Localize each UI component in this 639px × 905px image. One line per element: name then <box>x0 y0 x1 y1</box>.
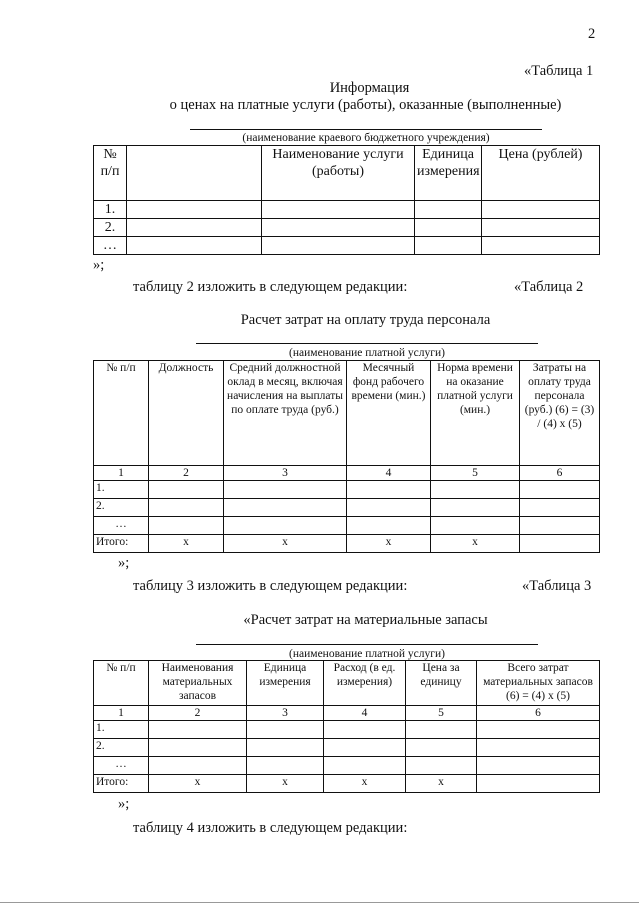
table-cell <box>406 757 477 775</box>
table2 <box>93 360 600 553</box>
table-row <box>94 481 600 499</box>
table3-caption: «Таблица 3 <box>522 578 592 594</box>
table1-header-cell: № п/п <box>94 146 127 201</box>
table-cell <box>324 739 406 757</box>
table-row <box>94 201 600 219</box>
table3-header-cell: Всего затрат материальных запасов (6) = (4) x (5) <box>477 661 600 706</box>
table3-header-row <box>94 661 600 706</box>
table-cell <box>347 499 431 517</box>
total-cell <box>477 775 600 793</box>
table-cell <box>431 499 520 517</box>
total-cell <box>520 535 600 553</box>
table-cell: … <box>94 517 149 535</box>
table2-header-cell: Затраты на оплату труда персонала (руб.) (6) = (3) / (4) x (5) <box>520 361 600 466</box>
table-cell <box>406 721 477 739</box>
table-cell <box>224 481 347 499</box>
table3-close: »; <box>118 796 130 812</box>
table2-number-row <box>94 466 600 481</box>
total-cell: x <box>149 775 247 793</box>
table-row <box>94 517 600 535</box>
table-cell <box>224 517 347 535</box>
column-number: 2 <box>149 706 247 721</box>
total-label: Итого: <box>94 535 149 553</box>
table-cell <box>149 721 247 739</box>
table1-header-cell <box>127 146 262 201</box>
column-number: 6 <box>520 466 600 481</box>
table-cell: 1. <box>94 721 149 739</box>
table-row <box>94 219 600 237</box>
table2-close: »; <box>118 555 130 571</box>
table-cell <box>127 219 262 237</box>
total-cell: x <box>247 775 324 793</box>
table1-subtitle: о ценах на платные услуги (работы), оказанные (выполненные) <box>169 97 562 113</box>
table-cell: 2. <box>94 499 149 517</box>
table-cell <box>127 201 262 219</box>
table2-caption: «Таблица 2 <box>514 279 584 295</box>
column-number: 2 <box>149 466 224 481</box>
table-cell <box>262 201 415 219</box>
table-cell <box>415 219 482 237</box>
table2-header-cell: Месячный фонд рабочего времени (мин.) <box>347 361 431 466</box>
table-cell: 2. <box>94 739 149 757</box>
table-cell: 2. <box>94 219 127 237</box>
table-cell <box>347 481 431 499</box>
table3-total-row <box>94 775 600 793</box>
table3-header-cell: Единица измерения <box>247 661 324 706</box>
column-number: 6 <box>477 706 600 721</box>
table-cell <box>431 481 520 499</box>
table3-name-caption: (наименование платной услуги) <box>289 648 445 660</box>
table1-name-line <box>190 129 542 130</box>
table-cell <box>477 739 600 757</box>
total-cell: x <box>347 535 431 553</box>
total-cell: x <box>324 775 406 793</box>
column-number: 1 <box>94 466 149 481</box>
table-cell <box>247 739 324 757</box>
total-cell: x <box>224 535 347 553</box>
table3-header-cell: Цена за единицу <box>406 661 477 706</box>
table-cell <box>262 237 415 255</box>
table-cell <box>247 757 324 775</box>
table-cell <box>324 721 406 739</box>
table-row <box>94 499 600 517</box>
total-cell: x <box>431 535 520 553</box>
table-cell <box>415 201 482 219</box>
table-cell <box>324 757 406 775</box>
table1-title: Информация <box>329 80 410 96</box>
column-number: 3 <box>224 466 347 481</box>
table-cell <box>149 481 224 499</box>
table1-header-row <box>94 146 600 201</box>
table-cell <box>482 237 600 255</box>
table-cell <box>482 219 600 237</box>
table-cell: … <box>94 757 149 775</box>
table-cell <box>415 237 482 255</box>
table-cell <box>149 739 247 757</box>
table-cell <box>431 517 520 535</box>
column-number: 4 <box>347 466 431 481</box>
table-cell <box>520 499 600 517</box>
table-cell <box>477 757 600 775</box>
column-number: 4 <box>324 706 406 721</box>
table3-header-cell: Наименования материальных запасов <box>149 661 247 706</box>
table2-title: Расчет затрат на оплату труда персонала <box>240 312 491 328</box>
table-cell <box>477 721 600 739</box>
table3-name-line <box>196 644 538 645</box>
table2-name-line <box>196 343 538 344</box>
table2-name-caption: (наименование платной услуги) <box>289 347 445 359</box>
table-row <box>94 739 600 757</box>
table2-header-cell: Норма времени на оказание платной услуги (мин.) <box>431 361 520 466</box>
table-cell <box>347 517 431 535</box>
table-cell <box>149 499 224 517</box>
page-number: 2 <box>588 26 596 42</box>
total-cell: x <box>149 535 224 553</box>
table-cell <box>224 499 347 517</box>
table-row <box>94 237 600 255</box>
table-cell: … <box>94 237 127 255</box>
table-cell <box>406 739 477 757</box>
table3-header-cell: Расход (в ед. измерения) <box>324 661 406 706</box>
table2-total-row <box>94 535 600 553</box>
table-cell <box>482 201 600 219</box>
table-cell <box>520 481 600 499</box>
instruction-table2: таблицу 2 изложить в следующем редакции: <box>133 279 408 295</box>
table-row <box>94 757 600 775</box>
instruction-table3: таблицу 3 изложить в следующем редакции: <box>133 578 408 594</box>
table3-header-cell: № п/п <box>94 661 149 706</box>
column-number: 5 <box>406 706 477 721</box>
table-cell <box>520 517 600 535</box>
table-cell: 1. <box>94 481 149 499</box>
table1 <box>93 145 600 255</box>
table2-header-cell: Должность <box>149 361 224 466</box>
table1-header-cell: Единица измерения <box>415 146 482 201</box>
table2-header-cell: Средний должностной оклад в месяц, включая начисления на выплаты по оплате труда (руб.) <box>224 361 347 466</box>
column-number: 5 <box>431 466 520 481</box>
table-cell <box>127 237 262 255</box>
table-cell: 1. <box>94 201 127 219</box>
column-number: 3 <box>247 706 324 721</box>
table1-close: »; <box>93 257 105 273</box>
table-cell <box>149 757 247 775</box>
table1-header-cell: Цена (рублей) <box>482 146 600 201</box>
total-cell: x <box>406 775 477 793</box>
table-cell <box>262 219 415 237</box>
table-cell <box>149 517 224 535</box>
total-label: Итого: <box>94 775 149 793</box>
table3-title: «Расчет затрат на материальные запасы <box>243 612 488 628</box>
table3 <box>93 660 600 793</box>
column-number: 1 <box>94 706 149 721</box>
table-row <box>94 721 600 739</box>
table1-caption: «Таблица 1 <box>524 63 594 79</box>
table1-name-caption: (наименование краевого бюджетного учреждения) <box>242 132 490 144</box>
table2-header-row <box>94 361 600 466</box>
instruction-table4: таблицу 4 изложить в следующем редакции: <box>133 820 408 836</box>
table-cell <box>247 721 324 739</box>
table1-header-cell: Наименование услуги (работы) <box>262 146 415 201</box>
page-edge-line <box>0 902 639 903</box>
table2-header-cell: № п/п <box>94 361 149 466</box>
table3-number-row <box>94 706 600 721</box>
